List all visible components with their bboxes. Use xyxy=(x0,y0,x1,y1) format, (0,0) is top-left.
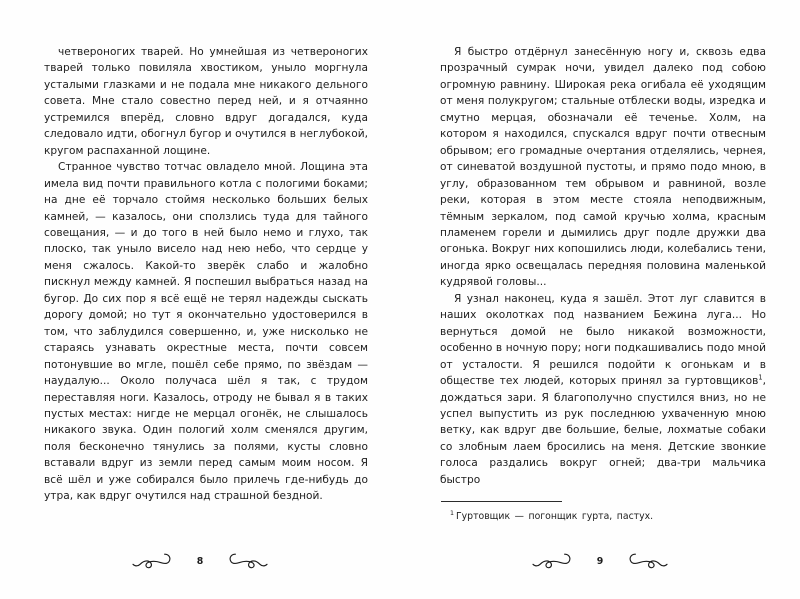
flourish-ornament-right-icon xyxy=(223,552,269,570)
footnote-separator-rule xyxy=(441,501,562,502)
paragraph: Странное чувство тотчас овладело мной. Лощина эта имела вид почти правильного котла с пологими боками; на дне её торчало стоймя несколько больших белых камней, — казалось, они сползлись туда для тайного совещания, — и до того в ней было немо и глухо, так плоско, так уныло висело над нею небо, что сердце у меня сжалось. Какой-то зверёк слабо и жалобно пискнул между камней. Я поспешил выбраться назад на бугор. До сих пор я всё ещё не терял надежды сыскать дорогу домой; но тут я окончательно удостоверился в том, что заблудился совершенно, и, уже нисколько не стараясь узнавать окрестные места, почти совсем потонувшие во мгле, пошёл себе прямо, по звёздам — наудалую... Около получаса шёл я так, с трудом переставляя ноги. Казалось, отроду не бывал я в таких пустых местах: нигде не мерцал огонёк, не слышалось никакого звука. Один пологий холм сменялся другим, поля бесконечно тянулись за полями, кусты словно вставали вдруг из земли перед самым моим носом. Я всё шёл и уже собирался было прилечь где-нибудь до утра, как вдруг очутился над страшной бездной. xyxy=(44,161,368,503)
left-page-text-block xyxy=(44,44,368,505)
paragraph: четвероногих тварей. Но умнейшая из четвероногих тварей только повиляла хвостиком, уныло моргнула усталыми глазками и не подала мне никакого дельного совета. Мне стало совестно перед ней, и я отчаянно устремился вперёд, словно вдруг догадался, куда следовало идти, обогнул бугор и очутился в неглубокой, кругом распаханной лощине. xyxy=(44,46,368,157)
page-number: 9 xyxy=(596,555,604,567)
paragraph: Я быстро отдёрнул занесённую ногу и, сквозь едва прозрачный сумрак ночи, увидел далеко под собою огромную равнину. Широкая река огибала её уходящим от меня полукругом; стальные отблески воды, изредка и смутно мерцая, обозначали её теченье. Холм, на котором я находился, спускался вдруг почти отвесным обрывом; его громадные очертания отделялись, чернея, от синеватой воздушной пустоты, и прямо подо мною, в углу, образованном тем обрывом и равниной, возле реки, которая в этом месте стояла неподвижным, тёмным зеркалом, под самой кручью холма, красным пламенем горели и дымились друг подле дружки два огонька. Вокруг них копошились люди, колебались тени, иногда ярко освещалась передняя половина маленькой кудрявой головы... xyxy=(440,46,766,289)
paragraph-text-after-ref: , дождаться зари. Я благополучно спустился вниз, но не успел выпустить из рук последнюю ухваченную мною ветку, как вдруг две большие, белые, лохматые собаки со злобным лаем бросились на меня. Детские звонкие голоса раздались вокруг огней; два-три мальчика быстро xyxy=(440,375,766,486)
footnote-zone xyxy=(440,501,766,523)
paragraph-text-before-ref: Я узнал наконец, куда я зашёл. Этот луг славится в наших околотках под названием Бежина луга... Но вернуться домой не было никакой возможности, особенно в ночную пору; ноги подкашивались подо мной от усталости. Я решился подойти к огонькам и в обществе тех людей, которых принял за гуртовщиков xyxy=(440,292,766,388)
paragraph-with-footnote-ref xyxy=(440,291,766,488)
page-right xyxy=(400,0,800,599)
folio-right xyxy=(400,550,800,572)
footnote-marker: 1 xyxy=(450,509,455,517)
footnote-text: Гуртовщик — погонщик гурта, пастух. xyxy=(456,511,654,522)
folio-left xyxy=(0,550,400,572)
flourish-ornament-left-icon xyxy=(131,552,177,570)
footnote-reference-marker[interactable]: 1 xyxy=(758,373,763,382)
footnote xyxy=(440,510,766,523)
flourish-ornament-left-icon xyxy=(531,552,577,570)
flourish-ornament-right-icon xyxy=(623,552,669,570)
right-page-text-block xyxy=(440,44,766,488)
page-number: 8 xyxy=(196,555,204,567)
